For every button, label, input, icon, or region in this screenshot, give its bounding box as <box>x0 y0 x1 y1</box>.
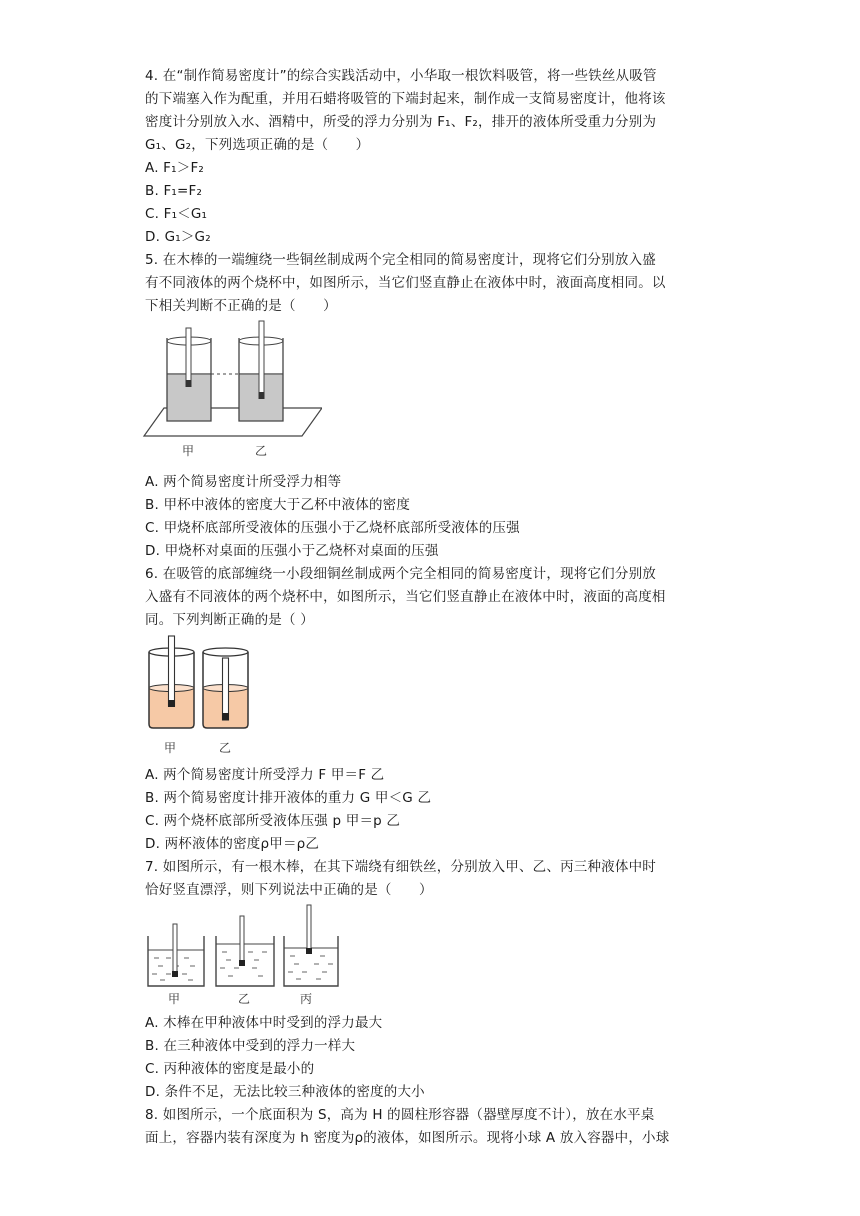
q4-option-c: C. F₁＜G₁ <box>145 206 208 222</box>
q6-option-a: A. 两个简易密度计所受浮力 F 甲＝F 乙 <box>145 767 385 783</box>
q5-option-d: D. 甲烧杯对桌面的压强小于乙烧杯对桌面的压强 <box>145 543 439 559</box>
q7-option-c: C. 丙种液体的密度是最小的 <box>145 1061 315 1077</box>
q6-label-jia: 甲 <box>164 741 177 755</box>
q6-label-yi: 乙 <box>219 741 232 755</box>
q6-option-d: D. 两杯液体的密度ρ甲＝ρ乙 <box>145 836 320 852</box>
q8-stem-line-2: 面上，容器内装有深度为 h 密度为ρ的液体，如图所示。现将小球 A 放入容器中，小球 <box>145 1130 670 1146</box>
q5-figure-beakers-on-table <box>142 318 322 460</box>
q7-label-bing: 丙 <box>300 992 313 1006</box>
q4-option-a: A. F₁＞F₂ <box>145 160 205 176</box>
q6-stem-line-3: 同。下列判断正确的是（ ） <box>145 612 314 628</box>
q5-stem-line-2: 有不同液体的两个烧杯中，如图所示，当它们竖直静止在液体中时，液面高度相同。以 <box>145 275 666 291</box>
q6-option-c: C. 两个烧杯底部所受液体压强 p 甲＝p 乙 <box>145 813 401 829</box>
q7-stem-line-1: 7. 如图所示，有一根木棒，在其下端绕有细铁丝，分别放入甲、乙、丙三种液体中时 <box>145 859 656 875</box>
q4-stem-line-2: 的下端塞入作为配重，并用石蜡将吸管的下端封起来，制作成一支简易密度计，他将该 <box>145 91 666 107</box>
q4-stem-line-4: G₁、G₂，下列选项正确的是（ ） <box>145 137 370 153</box>
q7-option-d: D. 条件不足，无法比较三种液体的密度的大小 <box>145 1084 425 1100</box>
q5-stem-line-3: 下相关判断不正确的是（ ） <box>145 298 337 314</box>
q7-label-jia: 甲 <box>168 992 181 1006</box>
q5-option-b: B. 甲杯中液体的密度大于乙杯中液体的密度 <box>145 497 411 513</box>
q6-figure-beakers <box>144 632 254 758</box>
q5-stem-line-1: 5. 在木棒的一端缠绕一些铜丝制成两个完全相同的简易密度计，现将它们分别放入盛 <box>145 252 656 268</box>
q6-stem-line-1: 6. 在吸管的底部缠绕一小段细铜丝制成两个完全相同的简易密度计，现将它们分别放 <box>145 566 656 582</box>
q7-stem-line-2: 恰好竖直漂浮，则下列说法中正确的是（ ） <box>145 882 433 898</box>
q7-option-a: A. 木棒在甲种液体中时受到的浮力最大 <box>145 1015 383 1031</box>
q7-figure-containers <box>144 902 340 1008</box>
q6-stem-line-2: 入盛有不同液体的两个烧杯中，如图所示，当它们竖直静止在液体中时，液面的高度相 <box>145 589 666 605</box>
q4-stem-line-1: 4. 在“制作简易密度计”的综合实践活动中，小华取一根饮料吸管，将一些铁丝从吸管 <box>145 68 657 84</box>
q8-stem-line-1: 8. 如图所示，一个底面积为 S，高为 H 的圆柱形容器（器壁厚度不计），放在水平桌 <box>145 1107 655 1123</box>
q5-label-jia: 甲 <box>182 444 195 458</box>
q4-stem-line-3: 密度计分别放入水、酒精中，所受的浮力分别为 F₁、F₂，排开的液体所受重力分别为 <box>145 114 657 130</box>
q5-option-c: C. 甲烧杯底部所受液体的压强小于乙烧杯底部所受液体的压强 <box>145 520 520 536</box>
q7-label-yi: 乙 <box>238 992 251 1006</box>
q4-option-d: D. G₁＞G₂ <box>145 229 211 245</box>
q6-option-b: B. 两个简易密度计排开液体的重力 G 甲＜G 乙 <box>145 790 432 806</box>
q4-option-b: B. F₁=F₂ <box>145 183 203 199</box>
q5-option-a: A. 两个简易密度计所受浮力相等 <box>145 474 342 490</box>
q7-option-b: B. 在三种液体中受到的浮力一样大 <box>145 1038 356 1054</box>
q5-label-yi: 乙 <box>255 444 268 458</box>
